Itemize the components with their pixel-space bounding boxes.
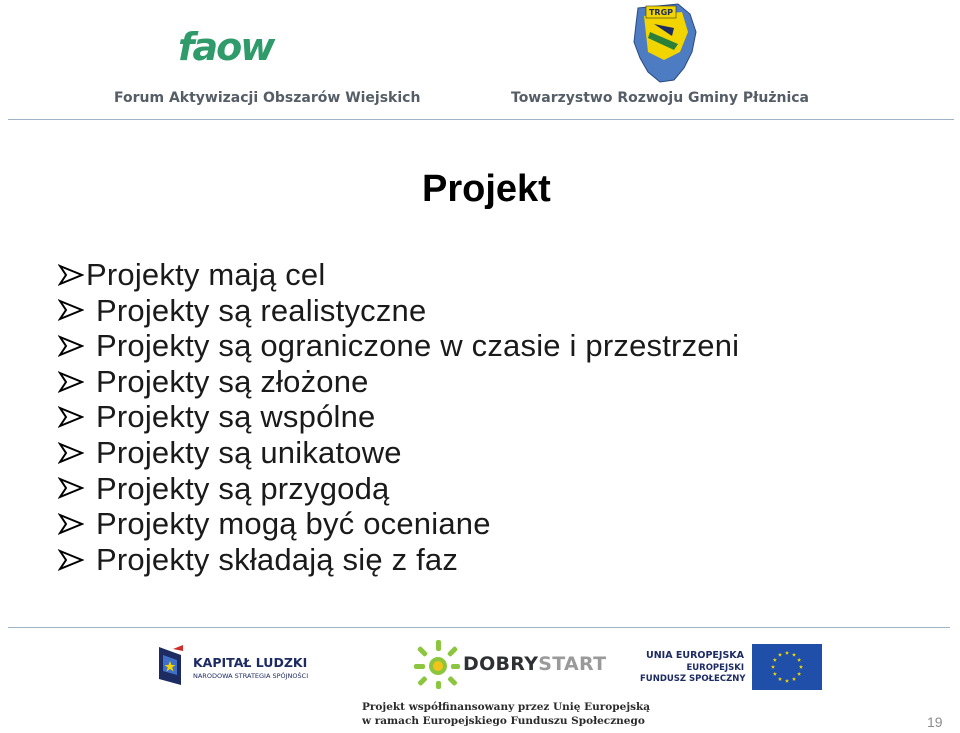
arrow-bullet-icon [58,404,84,430]
trgp-badge-text: TRGP [648,8,674,17]
bullet-text: Projekty są realistyczne [96,292,427,328]
header-divider [8,119,954,120]
slide-title: Projekt [422,168,551,210]
bullet-item [58,471,739,507]
arrow-bullet-icon [58,511,84,537]
eu-label-line2: EUROPEJSKI [686,663,744,673]
bullet-item [58,542,739,578]
dobry-start-sun-logo [412,638,462,690]
bullet-text: Projekty składają się z faz [96,541,459,577]
eu-label-line1: UNIA EUROPEJSKA [646,650,744,661]
bullet-item [58,506,739,542]
bullet-item [58,293,739,329]
trgp-emblem [630,2,700,84]
arrow-bullet-icon [58,369,84,395]
eu-label-line3: FUNDUSZ SPOŁECZNY [640,674,746,684]
eu-flag-icon [752,644,822,690]
trgp-caption: Towarzystwo Rozwoju Gminy Płużnica [511,90,809,106]
bullet-item [58,364,739,400]
bullet-list [58,257,739,577]
dobry-start-part1: DOBRY [463,653,539,675]
bullet-item [58,328,739,364]
kapital-ludzki-subtitle: NARODOWA STRATEGIA SPÓJNOŚCI [193,672,309,680]
arrow-bullet-icon [58,475,84,501]
dobry-start-wordmark [463,653,606,675]
bullet-item [58,257,739,293]
faow-logo [178,30,348,66]
page-number: 19 [927,714,943,730]
bullet-text: Projekty są ograniczone w czasie i przestrzeni [96,328,740,364]
arrow-bullet-icon [58,440,84,466]
footer-divider [8,627,950,628]
bullet-item [58,435,739,471]
arrow-bullet-icon [58,333,84,359]
bullet-text: Projekty mają cel [86,257,326,292]
cofinancing-line2: w ramach Europejskiego Funduszu Społecznego [362,715,645,727]
bullet-text: Projekty są wspólne [96,399,376,435]
dobry-start-part2: START [538,653,607,675]
faow-caption: Forum Aktywizacji Obszarów Wiejskich [114,90,421,106]
faow-wordmark: faow [178,30,274,66]
bullet-text: Projekty mogą być oceniane [96,506,491,542]
arrow-bullet-icon [58,297,84,323]
bullet-text: Projekty są przygodą [96,470,390,506]
bullet-text: Projekty są unikatowe [96,434,402,470]
kapital-ludzki-logo [155,645,185,687]
bullet-item [58,399,739,435]
cofinancing-line1: Projekt współfinansowany przez Unię Europejską [362,701,651,713]
arrow-bullet-icon [58,547,84,573]
kapital-ludzki-name: KAPITAŁ LUDZKI [193,655,308,670]
bullet-text: Projekty są złożone [96,363,369,399]
arrow-bullet-icon [58,262,84,288]
